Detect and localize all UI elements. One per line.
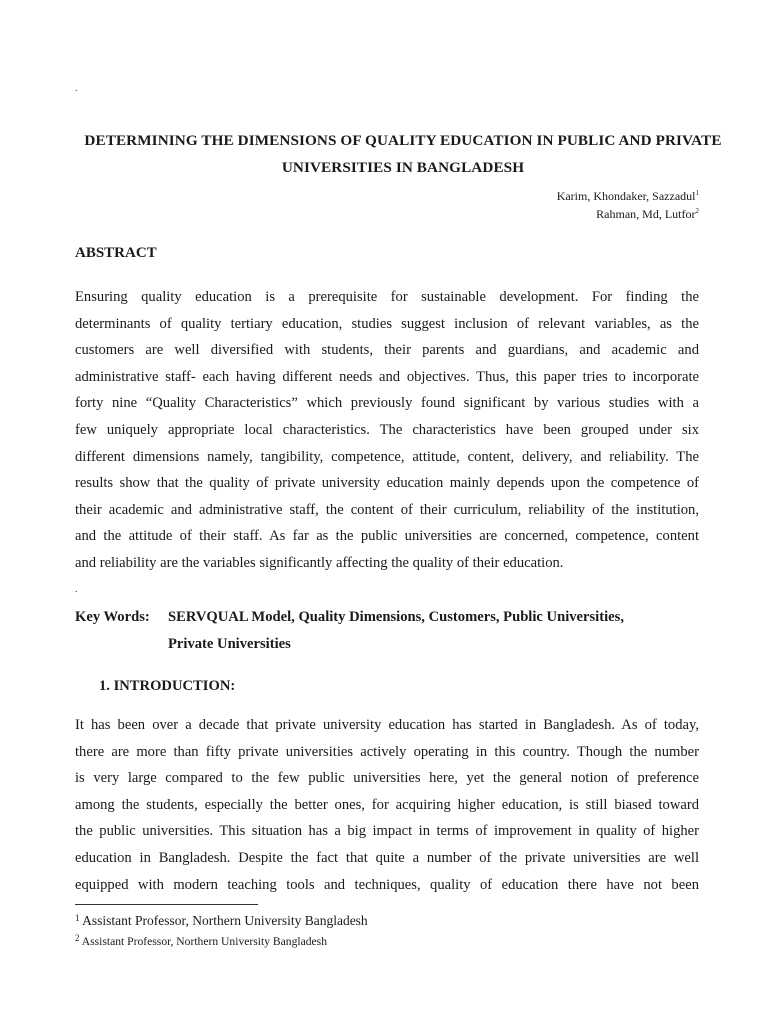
stray-dot-mark: .	[75, 584, 78, 595]
abstract-line: different dimensions namely, tangibility, competence, attitude, content, delivery, and reliability. The	[75, 448, 699, 465]
author-2-footnote-mark: 2	[695, 207, 699, 215]
paper-title-line-2: UNIVERSITIES IN BANGLADESH	[281, 159, 525, 176]
footnote-2	[75, 930, 327, 950]
introduction-line: the public universities. This situation has a big impact in terms of improvement in quality of higher	[75, 823, 699, 840]
introduction-line: education in Bangladesh. Despite the fact that quite a number of the private universities are well	[75, 849, 699, 866]
abstract-line: and the attitude of their staff. As far as the public universities are concerned, competence, content	[75, 528, 699, 545]
introduction-heading: 1. INTRODUCTION:	[99, 678, 236, 694]
footnote-2-mark: 2	[75, 933, 80, 943]
keywords-line-2	[75, 631, 715, 658]
footnote-1	[75, 910, 368, 929]
abstract-line: customers are well diversified with students, their parents and guardians, and academic and	[75, 342, 699, 359]
author-1	[557, 186, 699, 204]
paper-title	[60, 127, 746, 181]
abstract-line: and reliability are the variables significantly affecting the quality of their education.	[75, 554, 564, 571]
keywords-line-1	[75, 604, 715, 631]
footnote-2-text: Assistant Professor, Northern University Bangladesh	[81, 935, 327, 948]
introduction-line: equipped with modern teaching tools and techniques, quality of education there have not been	[75, 876, 699, 893]
abstract-line: results show that the quality of private university education mainly depends upon the competence of	[75, 475, 699, 492]
author-2	[557, 204, 699, 222]
abstract-heading: ABSTRACT	[75, 245, 157, 261]
abstract-line: few uniquely appropriate local characteristics. The characteristics have been grouped under six	[75, 421, 699, 438]
author-1-footnote-mark: 1	[695, 189, 699, 197]
introduction-body	[75, 712, 699, 898]
abstract-line: determinants of quality tertiary education, studies suggest inclusion of relevant variables, as the	[75, 315, 699, 332]
footnote-1-mark: 1	[75, 913, 80, 923]
footnote-divider	[75, 904, 258, 905]
keywords-label: Key Words:	[75, 609, 150, 625]
paper-title-line-1: DETERMINING THE DIMENSIONS OF QUALITY EDUCATION IN PUBLIC AND PRIVATE	[84, 132, 722, 149]
abstract-line: administrative staff- each having different needs and objectives. Thus, this paper tries to incorporate	[75, 368, 699, 385]
keywords-list-continued: Private Universities	[168, 636, 291, 652]
introduction-line: among the students, especially the better ones, for acquiring higher education, is still biased toward	[75, 796, 699, 813]
abstract-line: forty nine “Quality Characteristics” which previously found significant by various studies with a	[75, 395, 699, 412]
author-list	[557, 186, 699, 222]
author-2-name: Rahman, Md, Lutfor	[596, 207, 696, 221]
stray-dot-mark: .	[75, 83, 78, 94]
abstract-line: their academic and administrative staff, the content of their curriculum, reliability of the institution,	[75, 501, 699, 518]
introduction-line: is very large compared to the few public universities here, yet the general notion of preference	[75, 770, 699, 787]
author-1-name: Karim, Khondaker, Sazzadul	[556, 189, 696, 203]
abstract-line: Ensuring quality education is a prerequisite for sustainable development. For finding the	[75, 289, 699, 305]
abstract-body	[75, 284, 699, 577]
footnote-1-text: Assistant Professor, Northern University Bangladesh	[82, 913, 368, 928]
introduction-line: It has been over a decade that private university education has started in Bangladesh. As of today,	[75, 717, 699, 733]
introduction-line: there are more than fifty private universities actively operating in this country. Though the number	[75, 743, 699, 760]
keywords-list: SERVQUAL Model, Quality Dimensions, Customers, Public Universities,	[168, 609, 624, 625]
keywords-block	[75, 604, 715, 658]
